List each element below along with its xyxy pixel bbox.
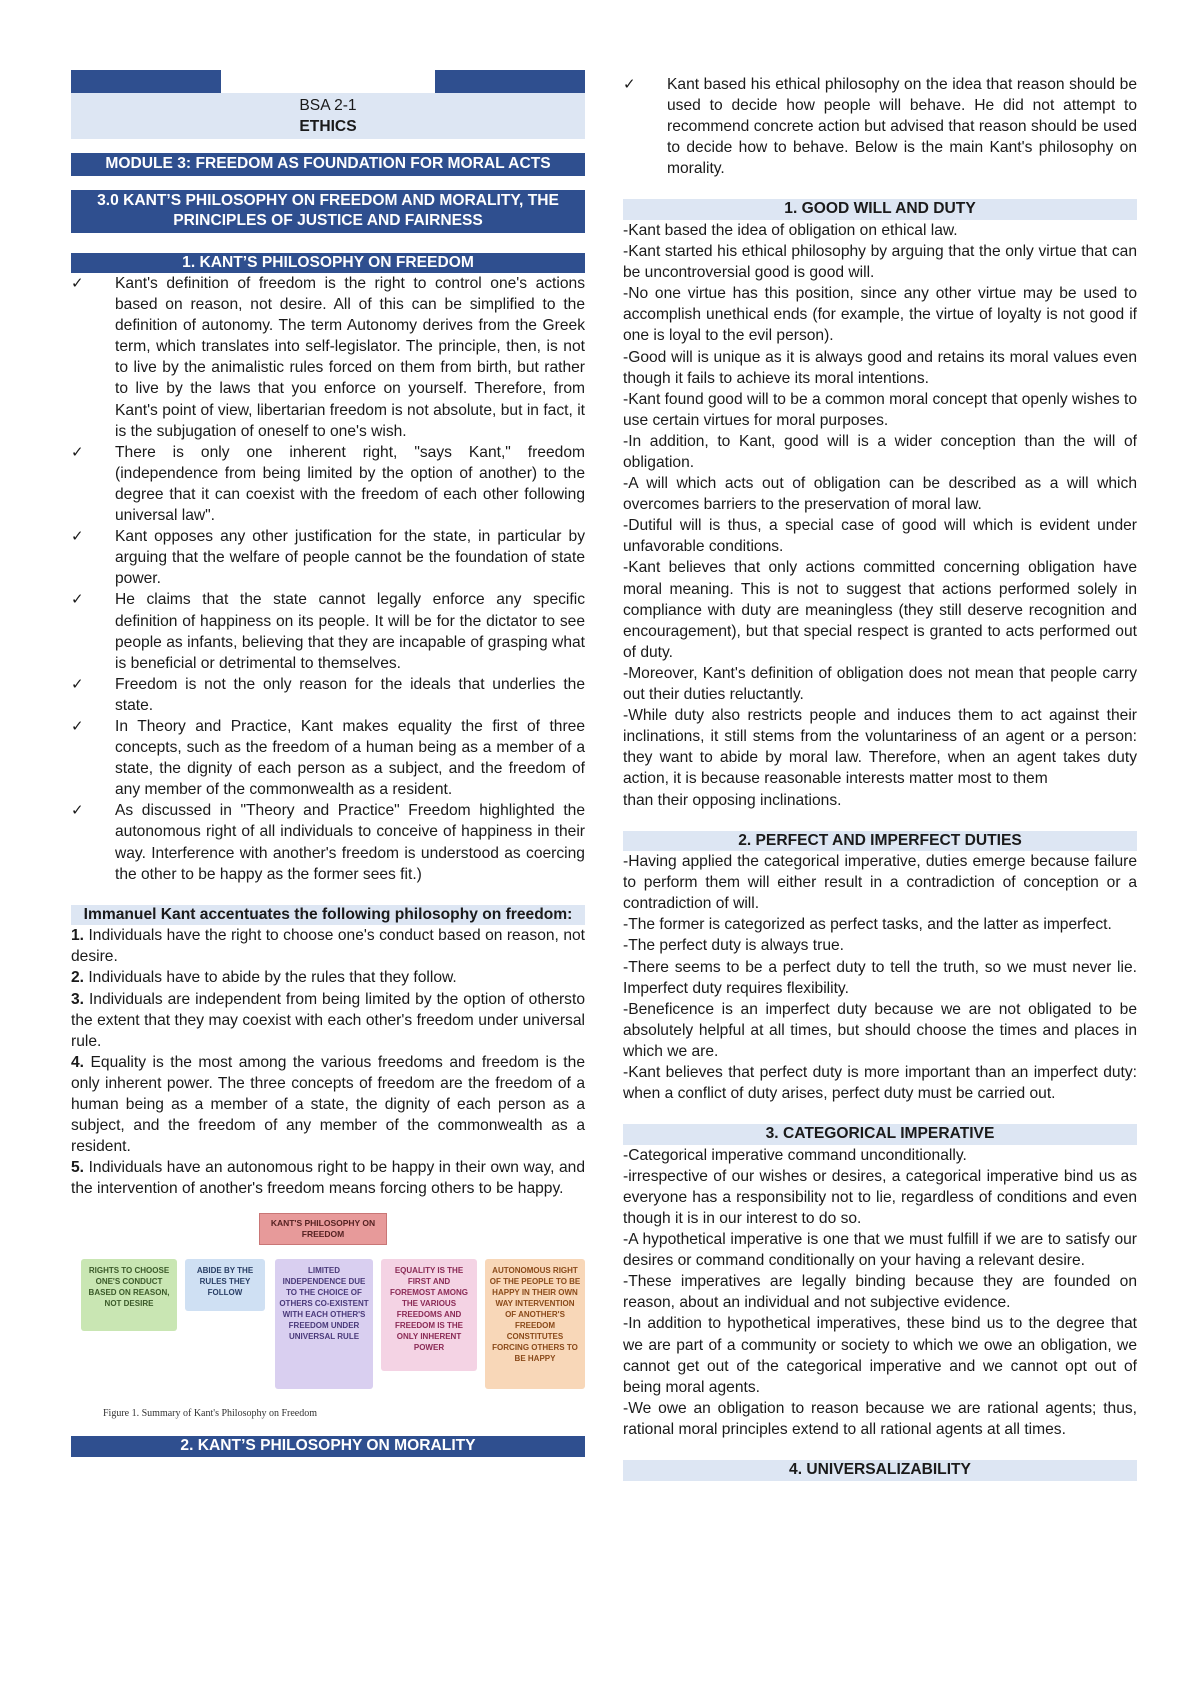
intro-list xyxy=(623,74,1137,179)
paragraph: -Beneficence is an imperfect duty because we are not obligated to be absolutely helpful at all times, but should choose the times and places in which we are. xyxy=(623,1000,1137,1060)
accentuates-heading: Immanuel Kant accentuates the following philosophy on freedom: xyxy=(71,905,585,926)
list-item: ✓ In Theory and Practice, Kant makes equality the first of three concepts, such as the freedom of a human being as a member of a state, the dignity of each person as a subject, and the freedom of any member of the commonwealth as a resident. xyxy=(71,717,585,799)
list-item: 4. Equality is the most among the various freedoms and freedom is the only inherent power. The three concepts of freedom are the freedom of a human being as a member of a state, the dignity of each person as a subject, and the freedom of any member of the commonwealth as a resident. xyxy=(71,1053,585,1156)
freedom-summary-figure xyxy=(71,1213,585,1428)
universal-heading: 4. UNIVERSALIZABILITY xyxy=(623,1460,1137,1481)
figure-box-independence: LIMITED INDEPENDENCE DUE TO THE CHOICE OF OTHERS CO-EXISTENT WITH EACH OTHER'S FREEDOM UNDER UNIVERSAL RULE xyxy=(275,1259,373,1389)
categorical-body xyxy=(623,1145,1137,1440)
list-item: 1. Individuals have the right to choose one's conduct based on reason, not desire. xyxy=(71,927,585,966)
list-item: ✓ Freedom is not the only reason for the ideals that underlies the state. xyxy=(71,675,585,714)
list-item: ✓ Kant opposes any other justification for the state, in particular by arguing that the welfare of people cannot be the foundation of state power. xyxy=(71,528,585,588)
check-icon: ✓ xyxy=(71,591,84,609)
paragraph: -In addition, to Kant, good will is a wider conception than the will of obligation. xyxy=(623,432,1137,471)
check-icon: ✓ xyxy=(71,675,84,693)
paragraph: -The perfect duty is always true. xyxy=(623,937,845,955)
categorical-heading: 3. CATEGORICAL IMPERATIVE xyxy=(623,1124,1137,1145)
paragraph: -In addition to hypothetical imperatives, these bind us to the degree that we are part of a community or society to which we owe an obligation, we cannot get out of the categorical imperative and we cannot opt out of being moral agents. xyxy=(623,1315,1137,1396)
paragraph: -Kant based the idea of obligation on ethical law. xyxy=(623,221,958,239)
paragraph: -No one virtue has this position, since any other virtue may be used to accomplish unethical ends (for example, the virtue of loyalty is not good if one is loyal to the evil person). xyxy=(623,285,1137,345)
module-title: MODULE 3: FREEDOM AS FOUNDATION FOR MORAL ACTS xyxy=(71,153,585,176)
freedom-list xyxy=(71,273,585,885)
paragraph: -We owe an obligation to reason because we are rational agents; thus, rational moral principles extend to all rational agents at all times. xyxy=(623,1399,1137,1438)
figure-caption: Figure 1. Summary of Kant's Philosophy on Freedom xyxy=(103,1408,318,1420)
list-item: ✓ Kant based his ethical philosophy on the idea that reason should be used to decide how people will behave. He did not attempt to recommend concrete action but advised that reason should be used to decide how to behave. Below is the main Kant's philosophy on morality. xyxy=(623,76,1137,178)
paragraph: -A will which acts out of obligation can be described as a will which overcomes barriers to the preservation of moral law. xyxy=(623,475,1137,514)
freedom-heading: 1. KANT’S PHILOSOPHY ON FREEDOM xyxy=(71,253,585,274)
accentuates-list xyxy=(71,925,585,1199)
figure-box-autonomous: AUTONOMOUS RIGHT OF THE PEOPLE TO BE HAPPY IN THEIR OWN WAY INTERVENTION OF ANOTHER'S FREEDOM CONSTITUTES FORCING OTHERS TO BE HAPPY xyxy=(485,1259,585,1389)
check-icon: ✓ xyxy=(71,275,84,292)
check-icon: ✓ xyxy=(71,528,84,546)
top-bar-right xyxy=(435,70,585,93)
duties-body xyxy=(623,851,1137,1104)
check-icon: ✓ xyxy=(71,717,84,735)
paragraph: -While duty also restricts people and induces them to act against their inclinations, it still stems from the voluntariness of an agent or a person: they want to abide by moral law. Therefore, when an agent takes duty action, it is because reasonable interests matter most to them xyxy=(623,707,1137,788)
paragraph: -Having applied the categorical imperative, duties emerge because failure to perform them will either result in a contradiction of conception or a contradiction of will. xyxy=(623,853,1137,913)
figure-title: KANT'S PHILOSOPHY ON FREEDOM xyxy=(259,1213,387,1245)
check-icon: ✓ xyxy=(71,443,84,461)
list-item: ✓ There is only one inherent right, "says Kant," freedom (independence from being limited by the option of another) to the degree that it can coexist with the freedom of each other following universal law". xyxy=(71,443,585,525)
subject-title: ETHICS xyxy=(299,118,357,135)
paragraph: -The former is categorized as perfect tasks, and the latter as imperfect. xyxy=(623,916,1112,934)
paragraph: -Dutiful will is thus, a special case of good will which is evident under unfavorable conditions. xyxy=(623,517,1137,556)
paragraph: -irrespective of our wishes or desires, a categorical imperative bind us as everyone has a responsibility not to lie, regardless of conditions and even though it is in our interest to do so. xyxy=(623,1167,1137,1227)
top-decor-bars xyxy=(71,70,585,93)
paragraph: than their opposing inclinations. xyxy=(623,791,842,809)
list-item: ✓ He claims that the state cannot legally enforce any specific definition of happiness on its people. It will be for the dictator to see people as infants, believing that they are incapable of grasping what is beneficial or detrimental to themselves. xyxy=(71,591,585,672)
left-column xyxy=(71,70,585,1457)
right-column xyxy=(623,74,1137,1481)
paragraph: -These imperatives are legally binding because they are founded on reason, about an individual and not subjective evidence. xyxy=(623,1273,1137,1312)
check-icon: ✓ xyxy=(71,802,84,820)
paragraph: -Good will is unique as it is always good and retains its moral values even though it fails to achieve its moral intentions. xyxy=(623,348,1137,387)
section-title: 3.0 KANT’S PHILOSOPHY ON FREEDOM AND MORALITY, THE PRINCIPLES OF JUSTICE AND FAIRNESS xyxy=(71,190,585,233)
check-icon: ✓ xyxy=(623,76,636,93)
morality-heading: 2. KANT’S PHILOSOPHY ON MORALITY xyxy=(71,1436,585,1457)
paragraph: -There seems to be a perfect duty to tell the truth, so we must never lie. Imperfect duty requires flexibility. xyxy=(623,958,1137,997)
figure-box-equality: EQUALITY IS THE FIRST AND FOREMOST AMONG THE VARIOUS FREEDOMS AND FREEDOM IS THE ONLY INHERENT POWER xyxy=(381,1259,477,1371)
good-will-body xyxy=(623,220,1137,811)
list-item: 3. Individuals are independent from being limited by the option of othersto the extent that they may coexist with each other's freedom under universal rule. xyxy=(71,990,585,1050)
top-bar-left xyxy=(71,70,221,93)
list-item: ✓ As discussed in "Theory and Practice" Freedom highlighted the autonomous right of all individuals to conceive of happiness in their way. Interference with another's freedom is understood as coercing the other to be happy as the former sees fit.) xyxy=(71,802,585,883)
list-item: 5. Individuals have an autonomous right to be happy in their own way, and the intervention of another's freedom means forcing others to be happy. xyxy=(71,1159,585,1198)
paragraph: -A hypothetical imperative is one that we must fulfill if we are to satisfy our desires or command conditionally on your having a relevant desire. xyxy=(623,1231,1137,1270)
course-box xyxy=(71,93,585,139)
good-will-heading: 1. GOOD WILL AND DUTY xyxy=(623,199,1137,220)
paragraph: -Kant started his ethical philosophy by arguing that the only virtue that can be uncontroversial good is good will. xyxy=(623,243,1137,282)
course-code: BSA 2-1 xyxy=(299,97,357,114)
paragraph: -Kant found good will to be a common moral concept that openly wishes to use certain virtues for moral purposes. xyxy=(623,390,1138,429)
list-item: 2. Individuals have to abide by the rules that they follow. xyxy=(71,969,457,987)
paragraph: -Kant believes that perfect duty is more important than an imperfect duty: when a conflict of duty arises, perfect duty must be carried out. xyxy=(623,1064,1137,1103)
paragraph: -Kant believes that only actions committed concerning obligation have moral meaning. This is not to suggest that actions performed solely in compliance with duty are meaningless (they still deserve recognition and encouragement), but that special respect is granted to acts performed out of duty. xyxy=(623,559,1137,661)
duties-heading: 2. PERFECT AND IMPERFECT DUTIES xyxy=(623,831,1137,852)
figure-box-choose: RIGHTS TO CHOOSE ONE'S CONDUCT BASED ON REASON, NOT DESIRE xyxy=(81,1259,177,1331)
figure-box-abide: ABIDE BY THE RULES THEY FOLLOW xyxy=(185,1259,265,1311)
list-item: ✓ Kant's definition of freedom is the right to control one's actions based on reason, not desire. All of this can be simplified to the definition of autonomy. The term Autonomy derives from the Greek term, which translates into self-legislator. The principle, then, is not to live by the animalistic rules forced on them from birth, but rather to live by the laws that you enforce on yourself. Therefore, from Kant's point of view, libertarian freedom is not absolute, but in fact, it is the subjugation of oneself to one's wish. xyxy=(71,275,585,440)
paragraph: -Categorical imperative command unconditionally. xyxy=(623,1146,967,1164)
paragraph: -Moreover, Kant's definition of obligation does not mean that people carry out their duties reluctantly. xyxy=(623,664,1137,704)
